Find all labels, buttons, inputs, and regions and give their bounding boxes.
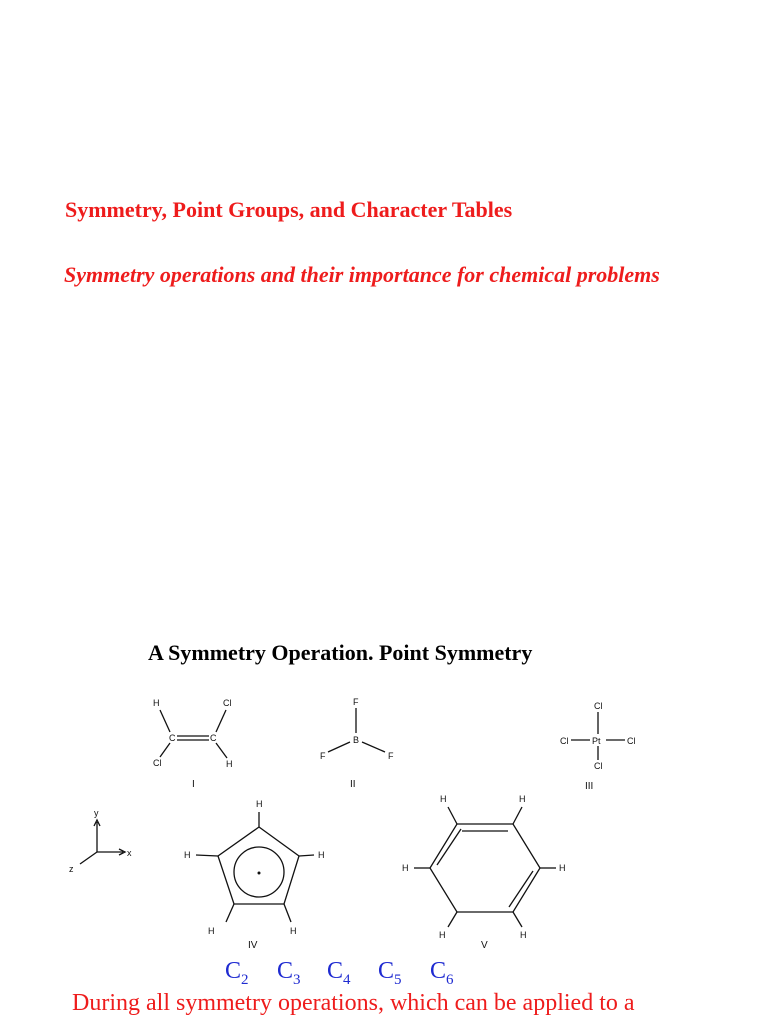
atom-label: H (402, 863, 409, 873)
atom-label: H (559, 863, 566, 873)
atom-label: H (226, 759, 233, 769)
atom-label: H (318, 850, 325, 860)
atom-label: Cl (223, 698, 232, 708)
atom-label: Cl (627, 736, 636, 746)
atom-label: H (519, 794, 526, 804)
page-title: Symmetry, Point Groups, and Character Tables (65, 197, 513, 222)
axis-z-label: z (69, 864, 74, 874)
atom-label: C (169, 733, 176, 743)
atom-label: Cl (594, 761, 603, 771)
operation-c4: $C_4$ (327, 958, 351, 988)
atom-label: F (320, 751, 326, 761)
operation-c3: $C_3$ (277, 958, 301, 988)
atom-label: F (388, 751, 394, 761)
section-heading: A Symmetry Operation. Point Symmetry (148, 640, 533, 665)
operation-c5: $C_5$ (378, 958, 402, 988)
page-subtitle: Symmetry operations and their importance for chemical problems (64, 262, 660, 287)
atom-label: B (353, 735, 360, 745)
atom-label: H (208, 926, 215, 936)
axis-x-label: x (127, 848, 132, 858)
body-text: During all symmetry operations, which can be applied to a (72, 990, 635, 1016)
atom-label: H (520, 930, 527, 940)
atom-label: H (439, 930, 446, 940)
molecule-numeral: I (192, 779, 195, 790)
atom-label: F (353, 697, 359, 707)
molecule-4 (184, 799, 325, 951)
molecule-5 (402, 794, 566, 951)
atom-label: Cl (153, 758, 162, 768)
operation-c2: $C_2$ (225, 958, 249, 988)
atom-label: H (256, 799, 263, 809)
molecule-1 (153, 698, 233, 790)
operation-c6: $C_6$ (430, 958, 454, 988)
atom-label: C (210, 733, 217, 743)
molecule-numeral: II (350, 779, 356, 790)
molecule-numeral: III (585, 781, 594, 792)
atom-label: H (153, 698, 160, 708)
molecule-3 (560, 701, 636, 792)
atom-label: H (440, 794, 447, 804)
coordinate-axes (69, 808, 132, 874)
molecule-2 (320, 697, 394, 790)
atom-label: Cl (594, 701, 603, 711)
molecule-numeral: IV (248, 940, 258, 951)
molecule-numeral: V (481, 940, 488, 951)
atom-label: H (184, 850, 191, 860)
atom-label: H (290, 926, 297, 936)
atom-label: Pt (592, 736, 601, 746)
atom-label: Cl (560, 736, 569, 746)
axis-y-label: y (94, 808, 99, 818)
